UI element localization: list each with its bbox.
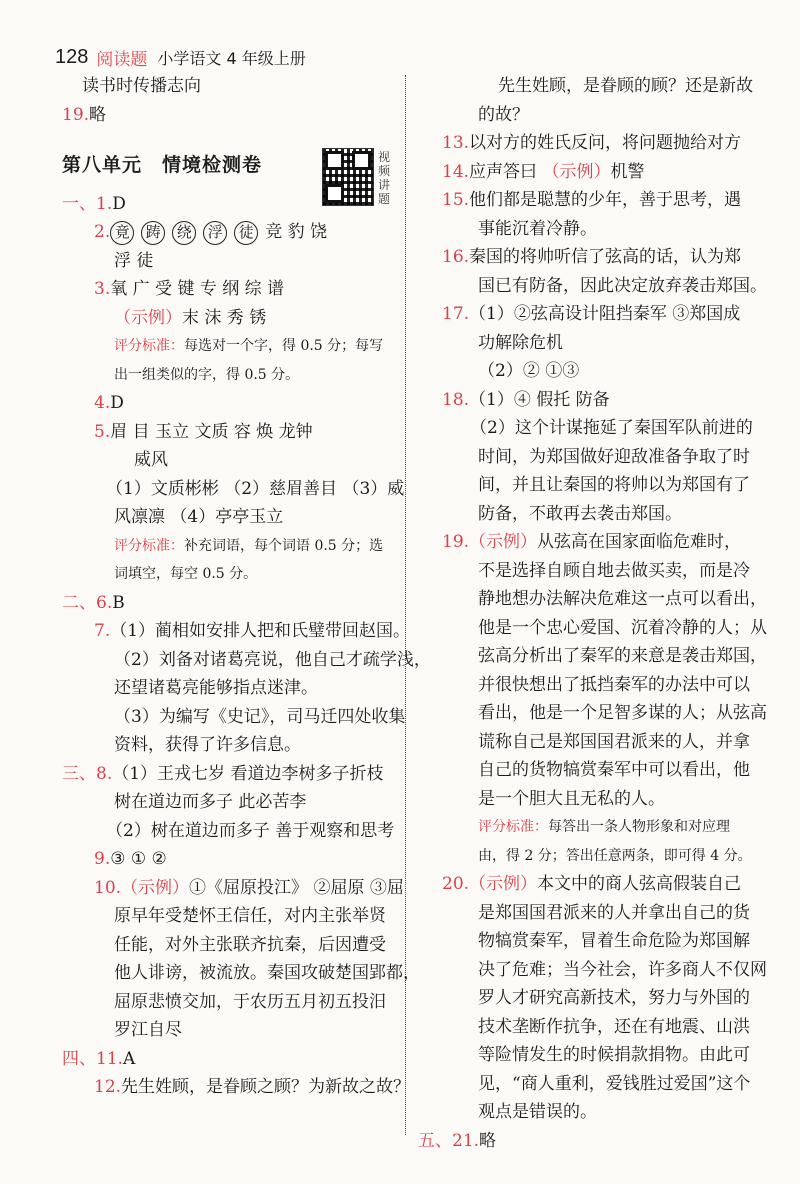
answer-line: 还望诸葛亮能够指点迷津。 <box>114 678 318 698</box>
item-number: 2. <box>94 222 111 242</box>
item-number: 17. <box>442 304 470 324</box>
circled-char: 竟 <box>110 221 134 245</box>
answer-line: 功解除危机 <box>478 332 563 353</box>
answer-line: 静地想办法解决危难这一点可以看出， <box>478 589 767 609</box>
answer-line: 弦高分析出了秦军的来意是袭击郑国， <box>478 646 767 666</box>
answer-line: 他人诽谤，被流放。秦国攻破楚国郢都， <box>114 963 420 983</box>
item-number: 二、6. <box>62 592 113 613</box>
qr-label: 视频讲题 <box>378 150 391 206</box>
item-number: 19. <box>62 104 90 125</box>
answer-line: （1）文质彬彬 （2）慈眉善目 （3）威 <box>106 478 405 499</box>
item-number: 10. <box>94 877 122 898</box>
answer-line: 等险情发生的时候捐款捐物。由此可 <box>478 1045 750 1065</box>
example-tag: （示例） <box>121 877 190 898</box>
answer-line: 任能，对外主张联齐抗秦，后因遭受 <box>114 934 386 955</box>
answer-line: ③ ① ② <box>110 849 167 869</box>
circled-char: 绕 <box>172 221 196 245</box>
page-number: 128 <box>55 45 89 68</box>
item-number: 三、8. <box>62 763 113 784</box>
answer-line: 的故？ <box>478 104 529 125</box>
right-column <box>418 72 767 1155</box>
item-number: 13. <box>442 133 470 153</box>
answer-line: 以对方的姓氏反问，将问题抛给对方 <box>469 133 742 153</box>
answer-line: 他是一个忠心爱国、沉着冷静的人；从 <box>478 617 767 638</box>
item-number: 19. <box>442 532 470 552</box>
answer-line: 资料，获得了许多信息。 <box>114 735 301 755</box>
answer-line: 氧 广 受 键 专 纲 综 谱 <box>110 279 285 299</box>
item-number: 15. <box>442 190 470 210</box>
left-column <box>62 72 431 1102</box>
answer-line: 屈原悲愤交加，于农历五月初五投汨 <box>114 991 386 1012</box>
item-number: 7. <box>94 621 111 641</box>
item-number: 4. <box>94 393 111 413</box>
answer-line: 威风 <box>134 450 168 470</box>
answer-line: （1）蔺相如安排人把和氏璧带回赵国。 <box>110 621 411 641</box>
answer-line: D <box>112 193 126 214</box>
circled-char: 徒 <box>234 221 258 245</box>
example-tag: （示例） <box>542 161 611 182</box>
answer-line: ①《屈原投江》 ②屈原 ③屈 <box>189 877 404 898</box>
answer-line: （3）为编写《史记》，司马迁四处收集 <box>114 706 406 727</box>
item-number: 16. <box>442 247 470 267</box>
page-header <box>55 42 306 72</box>
answer-line: 事能沉着冷静。 <box>478 218 597 239</box>
answer-line: 眉 目 玉立 文质 容 焕 龙钟 <box>110 421 313 442</box>
answer-line: （2）刘备对诸葛亮说，他自己才疏学浅， <box>114 649 431 670</box>
answer-line: 并很快想出了抵挡秦军的办法中可以 <box>478 674 750 695</box>
example-tag: （示例） <box>469 874 538 894</box>
answer-line: （2）② ①③ <box>478 361 580 381</box>
item-number: 9. <box>94 849 111 869</box>
answer-line: 本文中的商人弦高假装自己 <box>537 874 742 894</box>
answer-line: A <box>123 1048 136 1069</box>
answer-line: B <box>112 592 125 613</box>
answer-line: 每选对一个字，得 0.5 分；每写 <box>184 338 384 354</box>
answer-line: 观点是错误的。 <box>478 1102 597 1122</box>
answer-line: 见，“商人重利，爱钱胜过爱国”这个 <box>478 1073 751 1094</box>
answer-line: （1）④ 假托 防备 <box>469 389 610 410</box>
answer-line: 词填空，每空 0.5 分。 <box>114 566 258 582</box>
answer-line: 不是选择自顾自地去做买卖，而是冷 <box>478 560 750 581</box>
example-tag: （示例） <box>114 307 182 328</box>
answer-line: （1）王戎七岁 看道边李树多子折枝 <box>112 763 384 784</box>
answer-line: （2）这个计谋拖延了秦国军队前进的 <box>470 418 753 438</box>
scoring-label: 评分标准： <box>478 819 548 835</box>
answer-line: 技术垄断作抗争，还在有地震、山洪 <box>478 1016 750 1037</box>
answer-line: 看出，他是一个足智多谋的人；从弦高 <box>478 703 767 723</box>
book-title: 小学语文 4 年级上册 <box>157 48 306 68</box>
item-number: 3. <box>94 279 111 299</box>
scoring-label: 评分标准： <box>114 537 184 554</box>
unit-title: 第八单元 情境检测卷 <box>62 154 263 176</box>
answer-line: 先生姓顾，是眷顾之顾？为新故之故？ <box>121 1077 411 1097</box>
brand-label: 阅读题 <box>96 49 148 70</box>
answer-line: 从弦高在国家面临危难时， <box>537 532 742 552</box>
answer-line: 读书时传播志向 <box>82 76 201 96</box>
answer-line: （2）树在道边而多子 善于观察和思考 <box>106 820 395 841</box>
answer-line: 风凛凛 （4）亭亭玉立 <box>114 507 284 527</box>
item-number: 5. <box>94 421 111 442</box>
answer-line: 应声答曰 <box>469 161 543 182</box>
answer-line: 先生姓顾，是眷顾的顾？还是新故 <box>498 76 753 96</box>
answer-line: 竞 豹 饶 <box>265 222 328 242</box>
answer-line: 原早年受楚怀王信任，对内主张举贤 <box>114 906 386 926</box>
answer-line: 谎称自己是郑国国君派来的人，并拿 <box>478 731 750 752</box>
answer-line: 每答出一条人物形象和对应理 <box>548 819 730 835</box>
answer-line: 补充词语，每个词语 0.5 分；选 <box>184 537 384 554</box>
item-number: 14. <box>442 161 470 182</box>
answer-line: 机警 <box>610 161 645 182</box>
answer-line: 略 <box>479 1130 497 1151</box>
answer-line: 是一个胆大且无私的人。 <box>478 788 665 809</box>
answer-line: 他们都是聪慧的少年，善于思考，遇 <box>469 190 742 210</box>
answer-line: 决了危难；当今社会，许多商人不仅网 <box>478 959 767 980</box>
item-number: 五、21. <box>418 1130 480 1151</box>
answer-line: D <box>110 393 124 413</box>
item-number: 12. <box>94 1077 122 1097</box>
answer-line: 树在道边而多子 此必苦李 <box>114 792 307 812</box>
circled-char: 踌 <box>141 221 165 245</box>
answer-line: （1）②弦高设计阻挡秦军 ③郑国成 <box>469 304 741 324</box>
answer-line: 是郑国国君派来的人并拿出自己的货 <box>478 902 750 923</box>
answer-line: 秦国的将帅听信了弦高的话，认为郑 <box>469 247 742 267</box>
answer-line: 罗江自尽 <box>114 1020 182 1040</box>
answer-line: 罗人才研究高新技术，努力与外国的 <box>478 988 750 1008</box>
answer-line: 防备，不敢再去袭击郑国。 <box>478 503 682 524</box>
item-number: 18. <box>442 389 470 410</box>
answer-line: 间，并且让秦国的将帅以为郑国有了 <box>478 475 750 495</box>
answer-line: 末 沫 秀 锈 <box>182 307 267 328</box>
item-number: 一、1. <box>62 193 113 214</box>
item-number: 20. <box>442 874 470 894</box>
answer-line: 略 <box>89 104 107 125</box>
answer-line: 时间，为郑国做好迎敌准备争取了时 <box>478 446 750 467</box>
answer-line: 物犒赏秦军，冒着生命危险为郑国解 <box>478 931 750 951</box>
answer-line: 出一组类似的字，得 0.5 分。 <box>114 366 300 383</box>
answer-line: 由，得 2 分；答出任意两条，即可得 4 分。 <box>478 847 752 864</box>
scoring-label: 评分标准： <box>114 338 184 354</box>
answer-line: 国已有防备，因此决定放弃袭击郑国。 <box>478 275 767 296</box>
answer-line: 自己的货物犒赏秦军中可以看出，他 <box>478 760 750 780</box>
example-tag: （示例） <box>469 532 538 552</box>
answer-line: 浮 徒 <box>114 250 154 271</box>
item-number: 四、11. <box>62 1048 124 1069</box>
circled-char: 浮 <box>203 221 227 245</box>
